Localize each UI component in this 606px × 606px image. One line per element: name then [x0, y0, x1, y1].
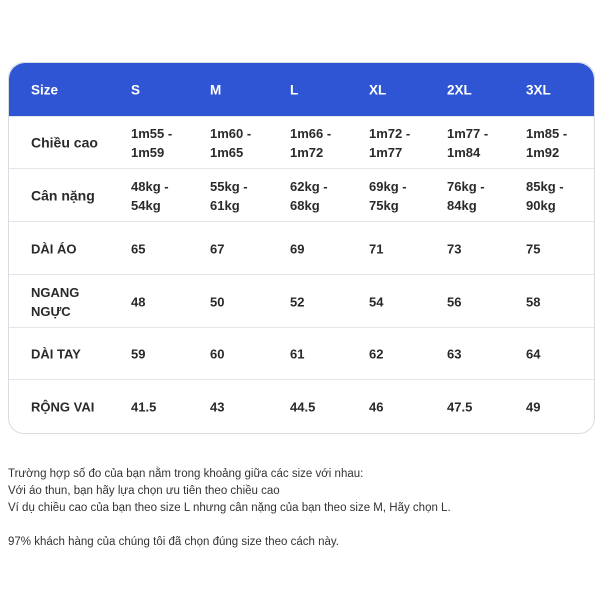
note-line: Ví dụ chiều cao của bạn theo size L nhưng cân nặng của bạn theo size M, Hãy chọn L.: [8, 502, 451, 514]
header-2xl: 2XL: [447, 82, 472, 97]
size-guidance-notes: [8, 466, 598, 551]
table-cell: 61: [290, 346, 305, 362]
table-row-body-length: [9, 221, 594, 275]
table-cell: 52: [290, 294, 305, 309]
header-3xl: 3XL: [526, 82, 551, 97]
size-chart-table: [8, 62, 595, 434]
row-label: DÀI ÁO: [31, 241, 77, 256]
table-cell: 1m77 - 1m84: [447, 126, 489, 160]
header-m: M: [210, 82, 222, 97]
header-s: S: [131, 82, 141, 97]
table-cell: 69kg - 75kg: [369, 178, 407, 213]
table-cell: 71: [369, 241, 384, 256]
table-row-shoulder-width: [9, 379, 594, 434]
table-cell: 50: [210, 294, 225, 309]
row-label: Chiều cao: [31, 134, 98, 151]
note-line: Trường hợp số đo của bạn nằm trong khoảng giữa các size với nhau:: [8, 468, 364, 480]
table-cell: 54: [369, 294, 384, 309]
table-cell: 1m72 - 1m77: [369, 126, 411, 160]
table-cell: 56: [447, 294, 462, 309]
table-cell: 46: [369, 399, 384, 415]
table-cell: 48kg - 54kg: [131, 178, 169, 213]
table-cell: 64: [526, 346, 541, 362]
row-label: DÀI TAY: [31, 346, 81, 362]
table-cell: 69: [290, 241, 305, 256]
table-cell: 1m85 - 1m92: [526, 126, 568, 160]
table-cell: 1m66 - 1m72: [290, 126, 332, 160]
table-cell: 41.5: [131, 399, 157, 415]
table-cell: 1m60 - 1m65: [210, 126, 252, 160]
table-row-weight: [9, 168, 594, 222]
header-l: L: [290, 82, 299, 97]
row-label: NGANG NGỰC: [31, 284, 80, 319]
table-cell: 43: [210, 399, 225, 415]
row-label: RỘNG VAI: [31, 399, 95, 415]
table-cell: 48: [131, 294, 146, 309]
note-line: Với áo thun, bạn hãy lựa chọn ưu tiên theo chiều cao: [8, 485, 280, 497]
table-cell: 63: [447, 346, 462, 362]
table-cell: 49: [526, 399, 541, 415]
table-cell: 75: [526, 241, 541, 256]
header-xl: XL: [369, 82, 387, 97]
table-cell: 55kg - 61kg: [210, 178, 248, 213]
table-cell: 1m55 - 1m59: [131, 126, 173, 160]
table-row-height: [9, 116, 594, 169]
table-cell: 58: [526, 294, 541, 309]
table-cell: 59: [131, 346, 146, 362]
note-line: 97% khách hàng của chúng tôi đã chọn đúng size theo cách này.: [8, 536, 339, 548]
table-cell: 73: [447, 241, 462, 256]
table-row-chest-width: [9, 274, 594, 328]
row-label: Cân nặng: [31, 187, 95, 203]
table-cell: 62: [369, 346, 384, 362]
table-cell: 85kg - 90kg: [526, 178, 564, 213]
table-cell: 76kg - 84kg: [447, 178, 485, 213]
table-header-row: [9, 63, 594, 116]
table-cell: 44.5: [290, 399, 316, 415]
table-cell: 65: [131, 241, 146, 256]
table-row-sleeve-length: [9, 327, 594, 380]
header-size: Size: [31, 82, 59, 97]
table-cell: 47.5: [447, 399, 473, 415]
table-cell: 60: [210, 346, 225, 362]
table-cell: 67: [210, 241, 225, 256]
table-cell: 62kg - 68kg: [290, 178, 328, 213]
